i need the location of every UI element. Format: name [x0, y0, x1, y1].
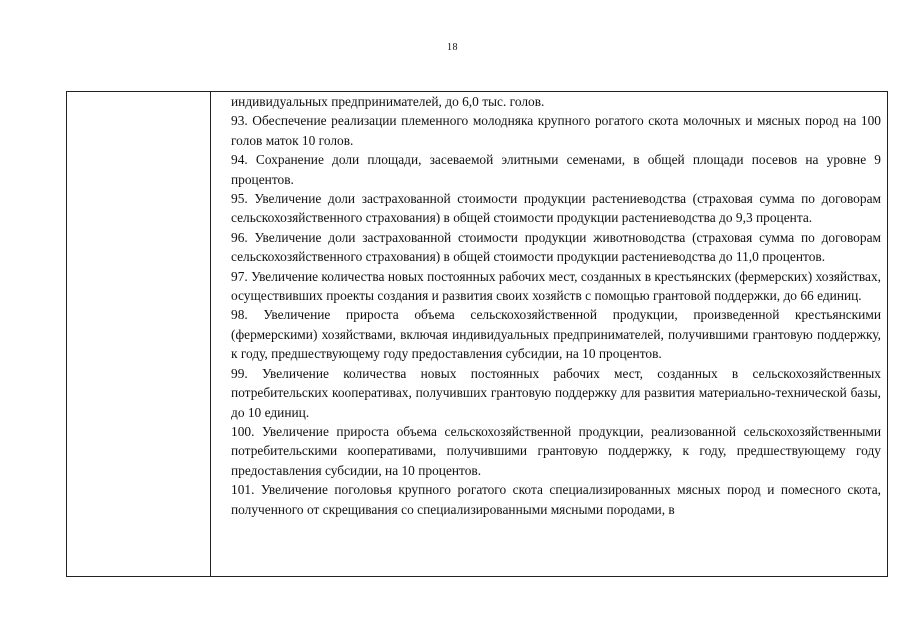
- paragraph-item-100: 100. Увеличение прироста объема сельскохозяйственной продукции, реализованной сельскохозяйственными потребительскими кооперативами, получившими грантовую поддержку, к году, предшествующему году предоставления субсидии, на 10 процентов.: [231, 423, 881, 478]
- table-column-divider: [210, 91, 211, 577]
- paragraph-item-93: 93. Обеспечение реализации племенного молодняка крупного рогатого скота молочных и мясных пород на 100 голов маток 10 голов.: [231, 113, 881, 148]
- paragraph-item-95: 95. Увеличение доли застрахованной стоимости продукции растениеводства (страховая сумма по договорам сельскохозяйственного страхования) в общей стоимости продукции растениеводства до 9,3 процента.: [231, 191, 881, 226]
- paragraph-item-101: 101. Увеличение поголовья крупного рогатого скота специализированных мясных пород и помесного скота, полученного от скрещивания со специализированными мясными породами, в: [231, 482, 881, 517]
- table-left-cell: [67, 92, 210, 576]
- paragraph-item-96: 96. Увеличение доли застрахованной стоимости продукции животноводства (страховая сумма по договорам сельскохозяйственного страхования) в общей стоимости продукции растениеводства до 11,0 процентов.: [231, 229, 881, 265]
- table-right-cell: [231, 92, 881, 602]
- page-number: 18: [447, 42, 458, 53]
- paragraph-item-98: 98. Увеличение прироста объема сельскохозяйственной продукции, произведенной крестьянскими (фермерскими) хозяйствами, включая индивидуальных предпринимателей, получившими грантовую поддержку, к году, предшествующему году предоставления субсидии, на 10 процентов.: [231, 307, 881, 362]
- paragraph-item-97: 97. Увеличение количества новых постоянных рабочих мест, созданных в крестьянских (фермерских) хозяйствах, осуществивших проекты создания и развития своих хозяйств с помощью грантовой поддержки, до 66 единиц.: [231, 268, 881, 304]
- paragraph-continuation: индивидуальных предпринимателей, до 6,0 тыс. голов.: [231, 94, 545, 109]
- paragraph-item-94: 94. Сохранение доли площади, засеваемой элитными семенами, в общей площади посевов на уровне 9 процентов.: [231, 152, 881, 187]
- paragraph-item-99: 99. Увеличение количества новых постоянных рабочих мест, созданных в сельскохозяйственных потребительских кооперативах, получивших грантовую поддержку для развития материально-технической базы, до 10 единиц.: [231, 365, 881, 420]
